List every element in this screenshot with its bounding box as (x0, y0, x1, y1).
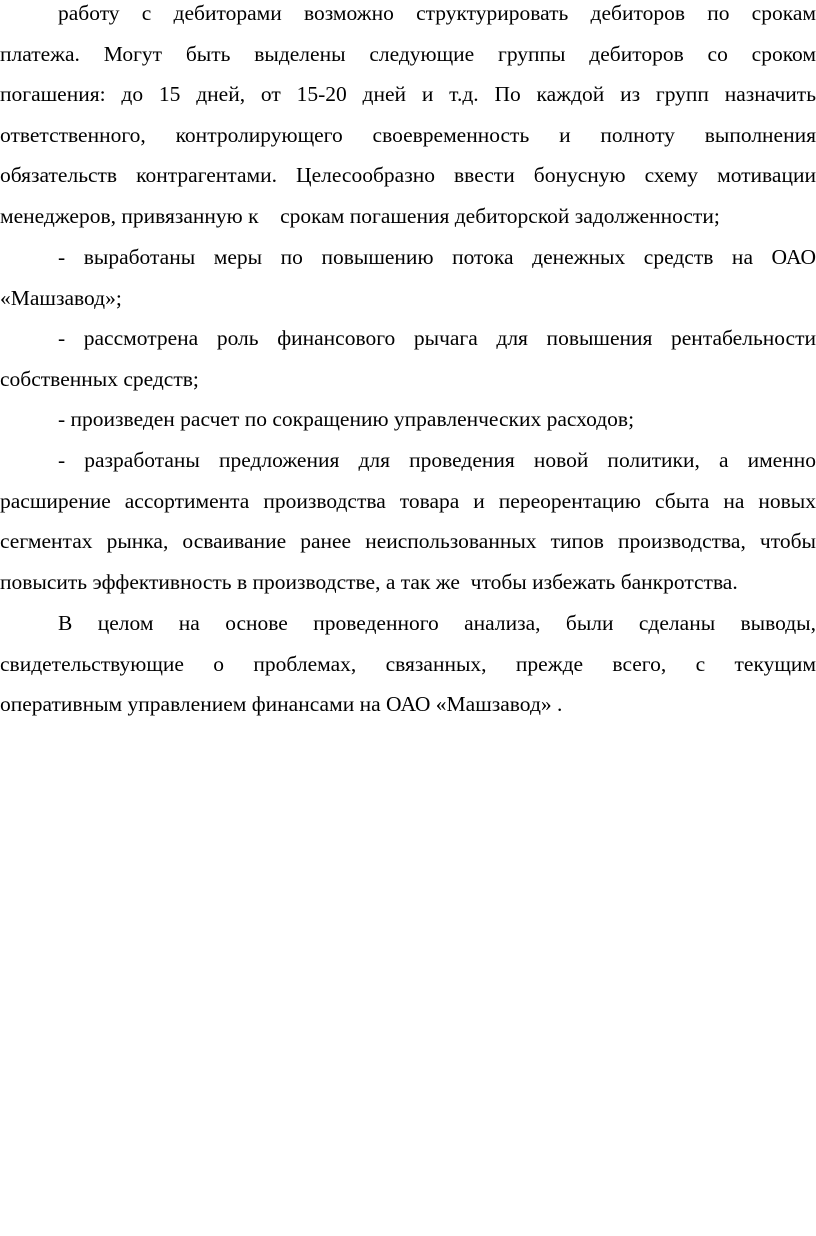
line-text: оперативным управлением финансами на ОАО «Машзавод» . (0, 692, 563, 717)
text-line (0, 603, 816, 644)
text-line (0, 74, 816, 115)
text-line (0, 34, 816, 75)
text-line (0, 155, 816, 196)
paragraph-cash-flow (0, 237, 816, 318)
paragraph-debtors (0, 0, 816, 237)
line-text: ответственного, контролирующего своевременность и полноту выполнения (0, 122, 816, 147)
line-text: погашения: до 15 дней, от 15-20 дней и т.д. По каждой из групп назначить (0, 82, 816, 107)
line-text: менеджеров, привязанную к срокам погашения дебиторской задолженности; (0, 203, 720, 228)
line-text: собственных средств; (0, 366, 199, 391)
line-text: сегментах рынка, осваивание ранее неиспользованных типов производства, чтобы (0, 529, 816, 554)
line-text: - рассмотрена роль финансового рычага для повышения рентабельности (58, 326, 816, 350)
text-line (0, 0, 816, 34)
text-line (0, 237, 816, 278)
text-line (0, 481, 816, 522)
paragraph-conclusion (0, 603, 816, 725)
line-text: - разработаны предложения для проведения новой политики, а именно (58, 448, 816, 472)
text-line (0, 562, 816, 603)
text-line (0, 115, 816, 156)
line-text: В целом на основе проведенного анализа, были сделаны выводы, (58, 611, 816, 635)
text-line (0, 440, 816, 481)
text-line (0, 318, 816, 359)
text-line (0, 359, 816, 400)
line-text: обязательств контрагентами. Целесообразно ввести бонусную схему мотивации (0, 163, 816, 188)
paragraph-management-costs (0, 399, 816, 440)
line-text: - произведен расчет по сокращению управленческих расходов; (58, 407, 635, 431)
line-text: платежа. Могут быть выделены следующие группы дебиторов со сроком (0, 41, 816, 66)
line-text: повысить эффективность в производстве, а так же чтобы избежать банкротства. (0, 569, 738, 594)
text-line (0, 196, 816, 237)
paragraph-financial-leverage (0, 318, 816, 399)
text-line (0, 684, 816, 725)
line-text: работу с дебиторами возможно структурировать дебиторов по срокам (58, 1, 816, 25)
line-text: - выработаны меры по повышению потока денежных средств на ОАО (58, 245, 816, 269)
text-line (0, 521, 816, 562)
text-line (0, 399, 816, 440)
paragraph-new-policy (0, 440, 816, 602)
line-text: «Машзавод»; (0, 285, 122, 310)
line-text: свидетельствующие о проблемах, связанных, прежде всего, с текущим (0, 651, 816, 676)
text-line (0, 644, 816, 685)
line-text: расширение ассортимента производства товара и переорентацию сбыта на новых (0, 488, 816, 513)
text-line (0, 278, 816, 319)
